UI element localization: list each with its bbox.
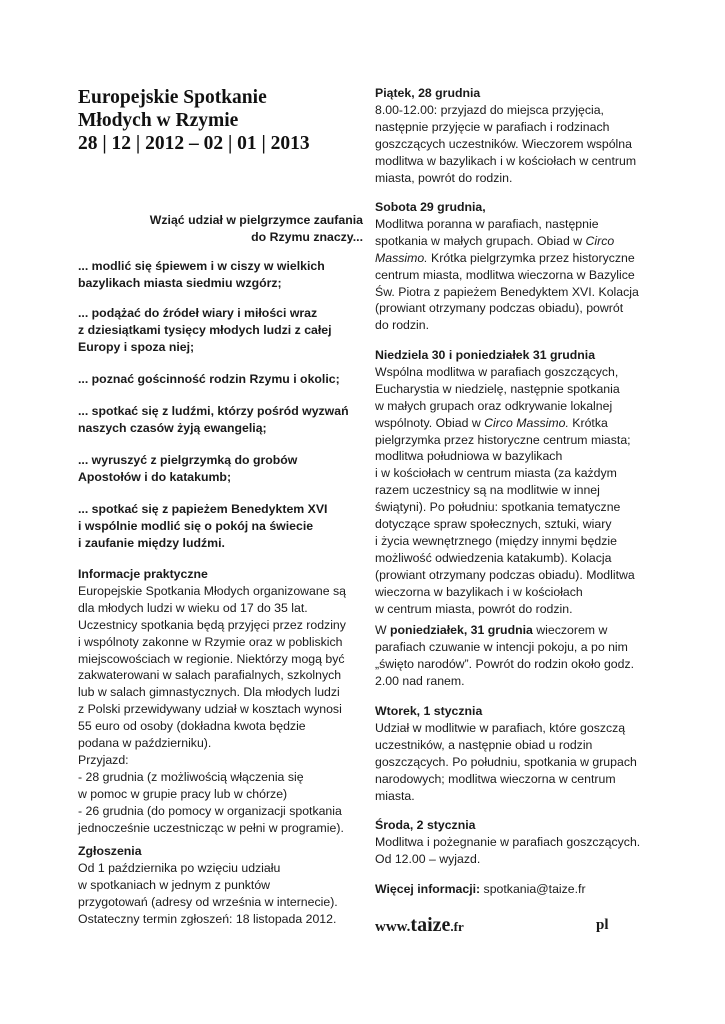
sunday-body-b	[375, 432, 635, 618]
more-info-email[interactable]: spotkania@taize.fr	[483, 882, 586, 896]
text-italic: Circo	[585, 233, 615, 248]
text-line: możliwość odwiedzenia katakumb). Kolacja	[375, 550, 612, 565]
title-line-2: Młodych w Rzymie	[78, 110, 239, 131]
text-line: dotyczące spraw społecznych, sztuki, wiary	[375, 517, 612, 532]
text-line: w centrum miasta, powrót do rodzin.	[375, 601, 573, 616]
title-line-1: Europejskie Spotkanie	[78, 87, 267, 108]
text-part: wspólnoty. Obiad w	[375, 415, 485, 430]
text-line: dla młodych ludzi w wieku od 17 do 35 lat.	[78, 600, 308, 615]
text-line: miejscowościach w regionie. Niektórzy mogą być	[78, 651, 345, 666]
text-line: modlitwa w bazylikach i w kościołach w centrum	[375, 153, 637, 168]
wednesday-block	[375, 817, 640, 868]
footer-www-prefix: www.	[375, 919, 411, 935]
bullet-line: naszych czasów żyją ewangelią;	[78, 420, 267, 435]
practical-info	[78, 566, 346, 837]
monday-line-1	[375, 622, 634, 639]
text-line: (prowiant otrzymany podczas obiadu). Modlitwa	[375, 567, 635, 582]
text-line: 2.00 nad ranem.	[375, 673, 465, 688]
text-line: uczestników, a następnie obiad u rodzin	[375, 737, 593, 752]
text-line: miasta, powrót do rodzin.	[375, 170, 513, 185]
text-line: pielgrzymka przez historyczne centrum miasta;	[375, 432, 631, 447]
text-italic: Massimo.	[375, 250, 428, 265]
sunday-block	[375, 347, 635, 618]
wednesday-heading: Środa, 2 stycznia	[375, 818, 476, 832]
bullet-line: i wspólnie modlić się o pokój na świecie	[78, 518, 314, 533]
text-line: parafiach czuwanie w intencji pokoju, a po nim	[375, 639, 628, 654]
text-bold: poniedziałek, 31 grudnia	[390, 623, 533, 637]
wednesday-body	[375, 834, 640, 868]
text-italic: Circo Massimo.	[484, 415, 569, 430]
text-line: jednocześnie uczestnicząc w pełni w programie).	[78, 820, 344, 835]
friday-body	[375, 102, 636, 187]
friday-block	[375, 85, 636, 186]
text-part: Krótka pielgrzymka przez historyczne	[427, 250, 635, 265]
text-line: miasta.	[375, 788, 415, 803]
registration-body	[78, 860, 338, 928]
registration	[78, 843, 338, 928]
text-line: modlitwa południowa w bazylikach	[375, 449, 563, 464]
text-line: Wspólna modlitwa w parafiach goszczących,	[375, 364, 619, 379]
sunday-line-4	[375, 415, 635, 432]
text-line: 55 euro od osoby (dokładna kwota będzie	[78, 719, 306, 734]
text-line: centrum miasta, modlitwa wieczorna w Bazylice	[375, 267, 635, 282]
text-line: „święto narodów”. Powrót do rodzin około godz.	[375, 656, 635, 671]
text-part: spotkania w małych grupach. Obiad w	[375, 233, 586, 248]
text-part: W	[375, 623, 391, 637]
saturday-line-3	[375, 250, 639, 267]
text-line: Św. Piotra z papieżem Benedyktem XVI. Kolacja	[375, 284, 639, 299]
bullet-4	[78, 403, 349, 437]
saturday-block	[375, 199, 639, 334]
bullet-line: ... poznać gościnność rodzin Rzymu i okolic;	[78, 372, 340, 386]
bullet-line: ... podążać do źródeł wiary i miłości wraz	[78, 306, 318, 320]
text-line: razem uczestnicy są na modlitwie w innej	[375, 483, 600, 498]
bullet-6	[78, 501, 327, 552]
tuesday-body	[375, 720, 637, 805]
text-line: Od 1 października po wzięciu udziału	[78, 860, 281, 875]
tuesday-heading: Wtorek, 1 stycznia	[375, 704, 483, 718]
bullet-line: Europy i spoza niej;	[78, 339, 195, 354]
footer-brand: taize	[410, 914, 451, 936]
sunday-heading: Niedziela 30 i poniedziałek 31 grudnia	[375, 348, 596, 362]
text-line: goszczących. Po południu, spotkania w grupach	[375, 754, 637, 769]
text-line: świątyni). Po południu: spotkania tematyczne	[375, 500, 621, 515]
bullet-3	[78, 371, 340, 388]
intro	[78, 212, 363, 246]
text-line: goszczących uczestników. Wieczorem wspólna	[375, 136, 632, 151]
friday-heading: Piątek, 28 grudnia	[375, 86, 481, 100]
text-line: wieczorna w bazylikach i w kościołach	[375, 584, 583, 599]
tuesday-block	[375, 703, 637, 804]
text-line: i życia wewnętrznego (między innymi będzie	[375, 533, 617, 548]
saturday-heading: Sobota 29 grudnia,	[375, 200, 486, 214]
sunday-body-a	[375, 364, 635, 415]
saturday-line-2	[375, 233, 639, 250]
text-line: do rodzin.	[375, 318, 430, 333]
title-dates: 28 | 12 | 2012 – 02 | 01 | 2013	[78, 133, 310, 154]
saturday-line-1: Modlitwa poranna w parafiach, następnie	[375, 216, 599, 231]
text-line: i wspólnoty zakonne w Rzymie oraz w pobliskich	[78, 634, 343, 649]
text-line: narodowych; modlitwa wieczorna w centrum	[375, 771, 616, 786]
text-line: i w kościołach w centrum miasta (za każdym	[375, 466, 617, 481]
text-line: Ostateczny termin zgłoszeń: 18 listopada 2012.	[78, 911, 337, 926]
text-line: w spotkaniach w jednym z punktów	[78, 877, 271, 892]
text-line: podana w październiku).	[78, 736, 212, 751]
bullet-5	[78, 452, 297, 486]
bullet-line: bazylikach miasta siedmiu wzgórz;	[78, 275, 282, 290]
bullet-1	[78, 258, 325, 292]
text-line: Od 12.00 – wyjazd.	[375, 851, 481, 866]
text-line: Przyjazd:	[78, 752, 129, 767]
practical-body	[78, 583, 346, 837]
text-line: Udział w modlitwie w parafiach, które goszczą	[375, 720, 626, 735]
text-part: wieczorem w	[532, 623, 608, 637]
bullet-line: i zaufanie między ludźmi.	[78, 535, 225, 550]
text-line: w pomoc w grupie pracy lub w chórze)	[78, 786, 288, 801]
monday-block	[375, 622, 634, 690]
bullet-line: Apostołów i do katakumb;	[78, 469, 232, 484]
text-line: Europejskie Spotkania Młodych organizowane są	[78, 583, 346, 598]
text-line: - 28 grudnia (z możliwością włączenia się	[78, 769, 304, 784]
more-info	[375, 881, 586, 898]
text-line: Eucharystia w niedzielę, następnie spotkania	[375, 381, 620, 396]
text-line: w małych grupach oraz odkrywanie lokalnej	[375, 398, 613, 413]
page-title	[78, 86, 358, 155]
bullet-line: ... modlić się śpiewem i w ciszy w wielkich	[78, 259, 325, 273]
intro-line-2: do Rzymu znaczy...	[251, 229, 363, 244]
bullet-line: ... spotkać się z papieżem Benedyktem XVI	[78, 502, 328, 516]
text-line: przygotowań (adresy od września w internecie).	[78, 894, 338, 909]
text-line: z Polski przewidywany udział w kosztach wynosi	[78, 702, 342, 717]
footer-tld: .fr	[450, 919, 464, 934]
footer-language: pl	[596, 917, 609, 933]
text-part: Krótka	[568, 415, 608, 430]
text-line: (prowiant otrzymany podczas obiadu), powrót	[375, 301, 624, 316]
intro-line-1: Wziąć udział w pielgrzymce zaufania	[149, 213, 363, 227]
bullet-line: ... spotkać się z ludźmi, którzy pośród wyzwań	[78, 404, 349, 418]
more-info-label: Więcej informacji:	[375, 882, 481, 896]
text-line: zakwaterowani w salach parafialnych, szkolnych	[78, 668, 342, 683]
text-line: Uczestnicy spotkania będą przyjęci przez rodziny	[78, 617, 346, 632]
registration-heading: Zgłoszenia	[78, 844, 142, 858]
bullet-2	[78, 305, 332, 356]
text-line: - 26 grudnia (do pomocy w organizacji spotkania	[78, 803, 342, 818]
footer-website[interactable]	[375, 914, 464, 937]
practical-heading: Informacje praktyczne	[78, 567, 208, 581]
text-line: następnie przyjęcie w parafiach i rodzinach	[375, 119, 610, 134]
bullet-line: z dziesiątkami tysięcy młodych ludzi z całej	[78, 322, 332, 337]
bullet-line: ... wyruszyć z pielgrzymką do grobów	[78, 453, 298, 467]
text-line: Modlitwa i pożegnanie w parafiach goszczących.	[375, 834, 641, 849]
monday-body	[375, 639, 634, 690]
text-line: 8.00-12.00: przyjazd do miejsca przyjęcia,	[375, 102, 604, 117]
saturday-body	[375, 267, 639, 335]
text-line: lub w salach gimnastycznych. Dla młodych ludzi	[78, 685, 340, 700]
